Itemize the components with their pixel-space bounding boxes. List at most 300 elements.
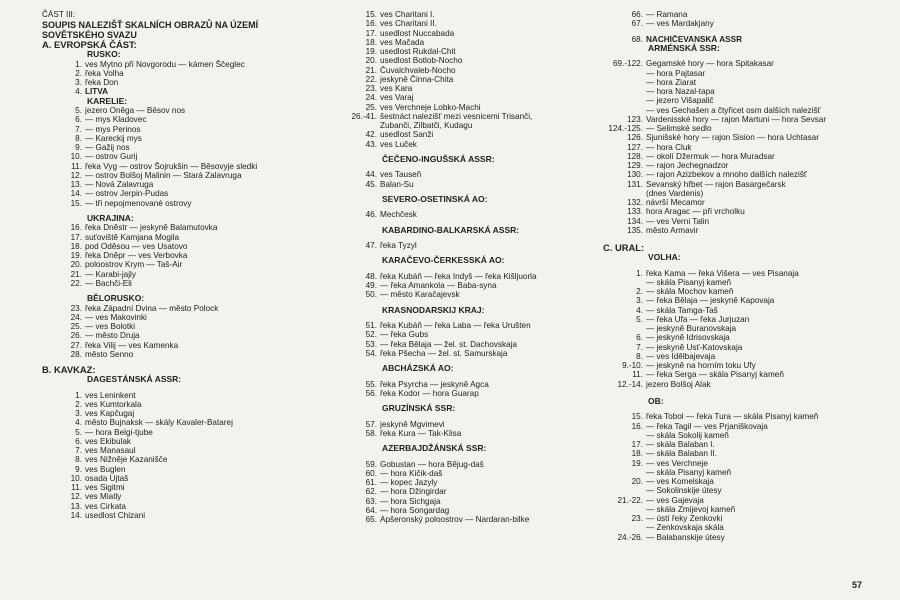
item-text: jeskyně Mgvimevi (380, 419, 445, 429)
list-item (603, 459, 893, 468)
item-number: 2. (636, 287, 643, 296)
item-text: řeka Tyzyl (380, 241, 417, 250)
item-number: 129. (627, 161, 643, 170)
item-number: 15. (631, 412, 643, 422)
item-text: — ves Verni Talin (646, 216, 710, 226)
list-item (603, 226, 893, 235)
subsection-heading: KRASNODARSKIJ KRAJ: (382, 304, 485, 315)
list-item (337, 10, 599, 19)
item-number: 23. (365, 84, 377, 93)
item-number: 130. (627, 170, 643, 180)
list-item (603, 287, 893, 296)
list-item (42, 223, 327, 232)
item-text: osada Ujtaš (85, 473, 129, 483)
list-item (337, 19, 599, 28)
item-number: 59. (365, 459, 377, 469)
item-number: 28. (70, 349, 82, 359)
item-text: město Armavir (646, 225, 699, 235)
item-text: ves Luček (380, 139, 417, 149)
item-number: 9. (75, 143, 82, 152)
item-text: ves Leninkent (85, 390, 136, 400)
item-text: řeka Kubáň — řeka Laba — řeka Urušten (380, 321, 531, 330)
item-text: ves Charitani I. (380, 10, 435, 19)
subsection-heading: SEVERO-OSETINSKÁ AO: (382, 193, 488, 204)
list-item (337, 210, 599, 219)
list-item (337, 478, 599, 487)
list-item (42, 260, 327, 269)
item-text: — hora Pajtasar (646, 68, 706, 78)
item-number (603, 523, 646, 532)
item-text: poloostrov Krym — Taš-Air (85, 260, 183, 270)
item-text: řeka Kodor — hora Guarap (380, 388, 479, 398)
item-text: řeka Tobol — řeka Tura — skála Pisanyj kameň (646, 412, 819, 422)
list-item (337, 66, 599, 75)
item-number: 14. (70, 189, 82, 199)
item-number: 1. (636, 268, 643, 278)
item-number: 61. (365, 478, 377, 487)
list-item (603, 115, 893, 124)
item-number: 18. (70, 241, 82, 251)
item-number: 15. (70, 198, 82, 208)
item-number: 60. (365, 468, 377, 478)
list-item (42, 400, 327, 409)
item-text: — skála Mochov kameň (646, 287, 734, 296)
item-text: — řeka Amankola — Baba-syna (380, 281, 497, 290)
item-number: 16. (365, 19, 377, 29)
list-item (603, 333, 893, 342)
list-item (337, 75, 599, 84)
item-text: hora Aragac — při vrcholku (646, 207, 745, 217)
list-item (42, 409, 327, 418)
item-text: — Ramana (646, 10, 688, 19)
list-item (337, 497, 599, 506)
item-number: 6. (75, 436, 82, 446)
item-text: — Sokolinskije útesy (646, 486, 722, 496)
item-text: ves Ekibulak (85, 436, 131, 446)
item-text: město Bujnaksk — skály Kavaler-Batarej (85, 418, 233, 428)
item-text: řeka Volha (85, 68, 124, 78)
item-text: jezero Oněga — Běsov nos (85, 106, 186, 115)
item-text: — okolí Džermuk — hora Muradsar (646, 151, 775, 161)
item-text: (dnes Vardenis) (646, 188, 704, 198)
item-text: — řeka Serga — skála Pisanyj kameň (646, 370, 784, 380)
list-item (42, 199, 327, 208)
item-number: 2. (75, 68, 82, 78)
list-item (42, 483, 327, 492)
item-number: 62. (365, 487, 377, 497)
item-text: — řeka Bělaja — žel. st. Dachovskaja (380, 339, 517, 349)
list-item (337, 469, 599, 478)
item-text: — jezero Višapalič (646, 96, 714, 106)
item-text: — jeskyně Buranovskaja (646, 324, 737, 333)
list-item (42, 350, 327, 359)
list-item (337, 47, 599, 56)
item-number (603, 87, 646, 96)
subsection-heading: KABARDINO-BALKARSKÁ ASSR: (382, 224, 520, 235)
item-number: 3. (636, 296, 643, 306)
item-number: 14. (70, 510, 82, 520)
item-number: 54. (365, 348, 377, 358)
list-item (42, 87, 327, 96)
item-number: 46. (365, 210, 377, 220)
spacer (603, 235, 893, 243)
item-text: ves Nižněje Kazaniščе (85, 455, 168, 465)
list-item (42, 474, 327, 483)
item-number: 18. (631, 449, 643, 459)
item-number: 22. (70, 278, 82, 288)
list-item (337, 380, 599, 389)
list-item (42, 69, 327, 78)
item-number: 52. (365, 330, 377, 340)
item-number: 17. (365, 28, 377, 38)
item-text: ves Verchneje Lobko-Machi (380, 102, 481, 112)
item-text: — ves Makovinki (85, 312, 147, 322)
item-number: 3. (75, 78, 82, 87)
item-number: 7. (75, 446, 82, 455)
item-text: — ves Komelskaja (646, 477, 714, 486)
item-number: 11. (71, 483, 82, 492)
list-item (42, 502, 327, 511)
item-number: 55. (365, 379, 377, 389)
item-number: 24. (365, 93, 377, 103)
document-title: SOUPIS NALEZIŠŤ SKALNÍCH OBRAZŮ NA ÚZEMÍ (42, 20, 259, 30)
item-number: 20. (365, 56, 377, 66)
list-item (603, 269, 893, 278)
item-number: 10. (70, 473, 82, 483)
list-item (337, 321, 599, 330)
item-text: — Karabi-jajly (85, 269, 136, 279)
item-text: — ostrov Jerpin-Pudas (85, 189, 169, 199)
item-text: — hora Songardag (380, 505, 450, 515)
item-text: — město Karačajevsk (380, 290, 460, 300)
item-text: Vardenisské hory — rajon Martuni — hora Sevsar (646, 114, 827, 124)
item-number: 8. (636, 351, 643, 361)
item-text: usedlost Nuccabada (380, 28, 455, 38)
section-heading: A. EVROPSKÁ ČÁST: (42, 39, 137, 50)
list-item (337, 38, 599, 47)
list-item (337, 429, 599, 438)
item-number: 13. (70, 180, 82, 189)
list-item (42, 189, 327, 198)
item-text: — skála Pisanyj kameň (646, 467, 732, 477)
item-text: jezero Bolšoj Alak (646, 379, 711, 389)
item-number: 49. (365, 281, 377, 290)
item-text: Zubanči, Zilbatči, Kudagu (380, 121, 473, 130)
list-item (337, 420, 599, 429)
item-text: — Kareckij mys (85, 133, 142, 143)
item-text: jeskyně Činna-Chita (380, 74, 454, 84)
list-item (603, 352, 893, 361)
item-number: 4. (636, 305, 643, 315)
column-3 (603, 10, 893, 542)
list-item (42, 106, 327, 115)
item-text: — ves Verchneje (646, 458, 708, 468)
item-number (603, 189, 646, 198)
item-text: — hora Kičik-daš (380, 468, 443, 478)
item-text: řeka Psyrcha — jeskyně Agca (380, 379, 489, 389)
item-text: řeka Západní Dvina — město Polock (85, 303, 219, 313)
list-item (603, 78, 893, 87)
subsection-heading: ABCHÁZSKÁ AO: (382, 363, 454, 373)
item-number: 2. (75, 399, 82, 409)
list-item (337, 103, 599, 112)
item-text: — tři nepojmenované ostrovy (85, 198, 192, 208)
spacer (603, 389, 893, 397)
list-item (603, 412, 893, 421)
list-item (42, 437, 327, 446)
item-text: ves Mytno při Novgorodu — kámen Ščeglec (85, 59, 245, 69)
item-text: — řeka Tagil — ves Prjaniškovaja (646, 421, 768, 431)
list-item (603, 505, 893, 514)
item-text: — Zenkovskaja skála (646, 523, 724, 533)
list-item (42, 341, 327, 350)
item-text: Gobustan — hora Bějug-daš (380, 459, 484, 469)
item-number: 48. (365, 271, 377, 281)
item-number: 51. (365, 321, 377, 330)
item-text: — Gažij nos (85, 143, 130, 152)
list-item (337, 487, 599, 496)
item-number: 69.-122. (612, 59, 643, 69)
list-item (603, 324, 893, 333)
item-text: — skála Zmijevoj kameň (646, 504, 736, 514)
item-number: 134. (627, 216, 643, 226)
item-text: řeka Kama — řeka Višera — ves Pisanaja (646, 268, 799, 278)
item-number: 19. (365, 47, 377, 56)
list-item (603, 19, 893, 28)
list-item (42, 125, 327, 134)
item-number: 12. (70, 492, 82, 502)
list-item (603, 278, 893, 287)
list-item (337, 272, 599, 281)
section-heading: C. URAL: (603, 242, 645, 253)
item-text: Mechčesk (380, 210, 417, 220)
item-number: 8. (75, 455, 82, 465)
item-text: ves Kara (380, 84, 413, 93)
item-text: — skála Balaban II. (646, 449, 717, 459)
list-item (42, 60, 327, 69)
item-text: ves Kumtorkala (85, 399, 142, 409)
item-number: 64. (365, 505, 377, 515)
list-item (337, 340, 599, 349)
list-item (42, 322, 327, 331)
list-item (603, 96, 893, 105)
list-item (603, 306, 893, 315)
list-item (42, 171, 327, 180)
item-number: 13. (70, 501, 82, 511)
subsection-heading: VOLHA: (648, 252, 681, 262)
item-text: — skála Balaban I. (646, 440, 715, 449)
list-item (603, 296, 893, 305)
item-number: 23. (631, 514, 643, 523)
subsection-heading: DAGESTÁNSKÁ ASSR: (87, 374, 182, 384)
item-number: 8. (75, 133, 82, 143)
list-item (337, 29, 599, 38)
list-item (337, 121, 599, 130)
item-text: šestnáct nalezišť mezi vesnicemi Trisanči, (380, 111, 533, 121)
item-number: 9.-10. (622, 361, 643, 370)
list-item (603, 143, 893, 152)
item-text: — kopec Jazyly (380, 478, 438, 487)
list-item (603, 361, 893, 370)
item-text: Balan-Su (380, 179, 414, 189)
item-text: usedlost Botlob-Nocho (380, 56, 463, 66)
item-number: 57. (365, 419, 377, 429)
item-text: — Nová Zalavruga (85, 180, 154, 189)
item-number: 43. (365, 139, 377, 149)
item-number (603, 106, 646, 115)
item-number (603, 505, 646, 514)
item-number: 58. (365, 428, 377, 438)
list-item (42, 78, 327, 87)
page-number: 57 (851, 580, 862, 590)
list-item (42, 152, 327, 161)
subsection-heading: GRUZÍNSKÁ SSR: (382, 403, 456, 413)
item-text: řeka Kubáň — řeka Indyš — řeka Kišljuorla (380, 271, 537, 281)
list-item (42, 279, 327, 288)
list-item (42, 446, 327, 455)
list-item (603, 496, 893, 505)
item-text: — skála Pisanyj kameň (646, 277, 732, 287)
subsection-heading: KARELIE: (87, 95, 128, 106)
item-number: 15. (365, 10, 377, 19)
list-item (603, 87, 893, 96)
item-number (603, 278, 646, 287)
item-number: 66. (631, 10, 643, 19)
list-item (603, 198, 893, 207)
list-item (603, 486, 893, 495)
list-item (603, 431, 893, 440)
item-text: — skála Tamga-Taš (646, 305, 718, 315)
list-item (603, 207, 893, 216)
list-item (337, 170, 599, 179)
item-number: 45. (365, 179, 377, 189)
item-number: 135. (627, 225, 643, 235)
item-text: řeka Vyg — ostrov Šojrukšin — Běsovyje sledki (85, 161, 258, 171)
list-item (42, 143, 327, 152)
item-number: 5. (75, 427, 82, 437)
list-item (603, 523, 893, 532)
list-item (337, 140, 599, 149)
list-item (603, 343, 893, 352)
list-item (337, 281, 599, 290)
item-number: 22. (365, 74, 377, 84)
item-number (603, 96, 646, 105)
item-text: ves Buglen (85, 464, 126, 474)
list-item (42, 180, 327, 189)
item-number: 21.-22. (617, 495, 643, 505)
item-number: 17. (631, 440, 643, 449)
item-text: — ostrov Gurij (85, 152, 138, 162)
list-item (603, 152, 893, 161)
item-number: 21. (365, 65, 377, 75)
item-number: 6. (636, 333, 643, 343)
item-text: ves Miatly (85, 492, 122, 502)
list-item (42, 391, 327, 400)
list-item (42, 492, 327, 501)
item-number: 23. (70, 303, 82, 313)
item-number (603, 468, 646, 477)
list-item (603, 35, 893, 44)
item-number: 18. (365, 37, 377, 47)
item-text: — jeskyně Usť-Katovskaja (646, 342, 743, 352)
part-label: ČÁST III: (42, 10, 76, 19)
item-number: 25. (365, 102, 377, 112)
item-number: 10. (70, 152, 82, 162)
list-item (337, 330, 599, 339)
item-text: — ves Gajevaja (646, 495, 704, 505)
list-item (603, 124, 893, 133)
column-2 (337, 10, 599, 524)
item-number: 26.-41. (351, 111, 377, 121)
list-item (42, 233, 327, 242)
item-text: usedlost Chizani (85, 510, 146, 520)
item-number: 53. (365, 339, 377, 349)
list-item (603, 449, 893, 458)
list-item (42, 115, 327, 124)
item-number: 50. (365, 290, 377, 300)
list-item (603, 161, 893, 170)
list-item (337, 389, 599, 398)
item-number: 3. (75, 409, 82, 418)
item-number: 19. (70, 251, 82, 260)
item-text: NACHIČEVANSKÁ ASSR (646, 34, 742, 44)
item-number: 5. (75, 106, 82, 115)
list-item (603, 189, 893, 198)
list-item (42, 251, 327, 260)
list-item (337, 84, 599, 93)
item-number (337, 121, 380, 130)
item-number (603, 324, 646, 333)
item-text: řeka Dněstr — jeskyně Balamutovka (85, 223, 218, 233)
item-text: ves Tauseň (380, 170, 422, 180)
subsection-heading: ARMÉNSKÁ SSR: (648, 42, 720, 53)
section-heading: B. KAVKAZ: (42, 364, 96, 375)
list-item (603, 468, 893, 477)
item-text: suťoviště Kamjana Mogila (85, 232, 180, 242)
item-text: — město Druja (85, 331, 140, 341)
item-text: Sevanský hřbet — rajon Basargečarsk (646, 179, 786, 189)
list-item (42, 242, 327, 251)
list-item (603, 477, 893, 486)
subsection-heading: BĚLORUSKO: (87, 293, 145, 303)
item-text: Sjunišské hory — rajon Sision — hora Uchtasar (646, 133, 819, 143)
item-text: ves Charitani II. (380, 19, 437, 29)
item-text: — hora Nazal-tapa (646, 87, 715, 96)
list-item (603, 59, 893, 68)
item-text: — Balabanskije útesy (646, 532, 725, 542)
item-number: 16. (631, 421, 643, 431)
item-number: 20. (631, 477, 643, 486)
item-text: — mys Perinos (85, 124, 141, 134)
subsection-heading: RUSKO: (87, 49, 121, 59)
list-item (603, 380, 893, 389)
item-text: — rajon Jechegnadzor (646, 161, 729, 170)
item-text: — skála Sokolij kameň (646, 430, 729, 440)
item-text: ves Sigitmi (85, 483, 125, 492)
list-item (337, 460, 599, 469)
item-number: 68. (631, 34, 643, 44)
item-text: ves Kapčugaj (85, 409, 135, 418)
list-item (603, 533, 893, 542)
item-text: — hora Belgi-tjube (85, 427, 153, 437)
item-number: 26. (70, 331, 82, 341)
list-item (42, 331, 327, 340)
item-text: — jeskyně Idrisovskaja (646, 333, 730, 343)
list-item (42, 134, 327, 143)
item-number: 16. (70, 223, 82, 233)
list-item (337, 515, 599, 524)
item-number: 27. (70, 340, 82, 350)
